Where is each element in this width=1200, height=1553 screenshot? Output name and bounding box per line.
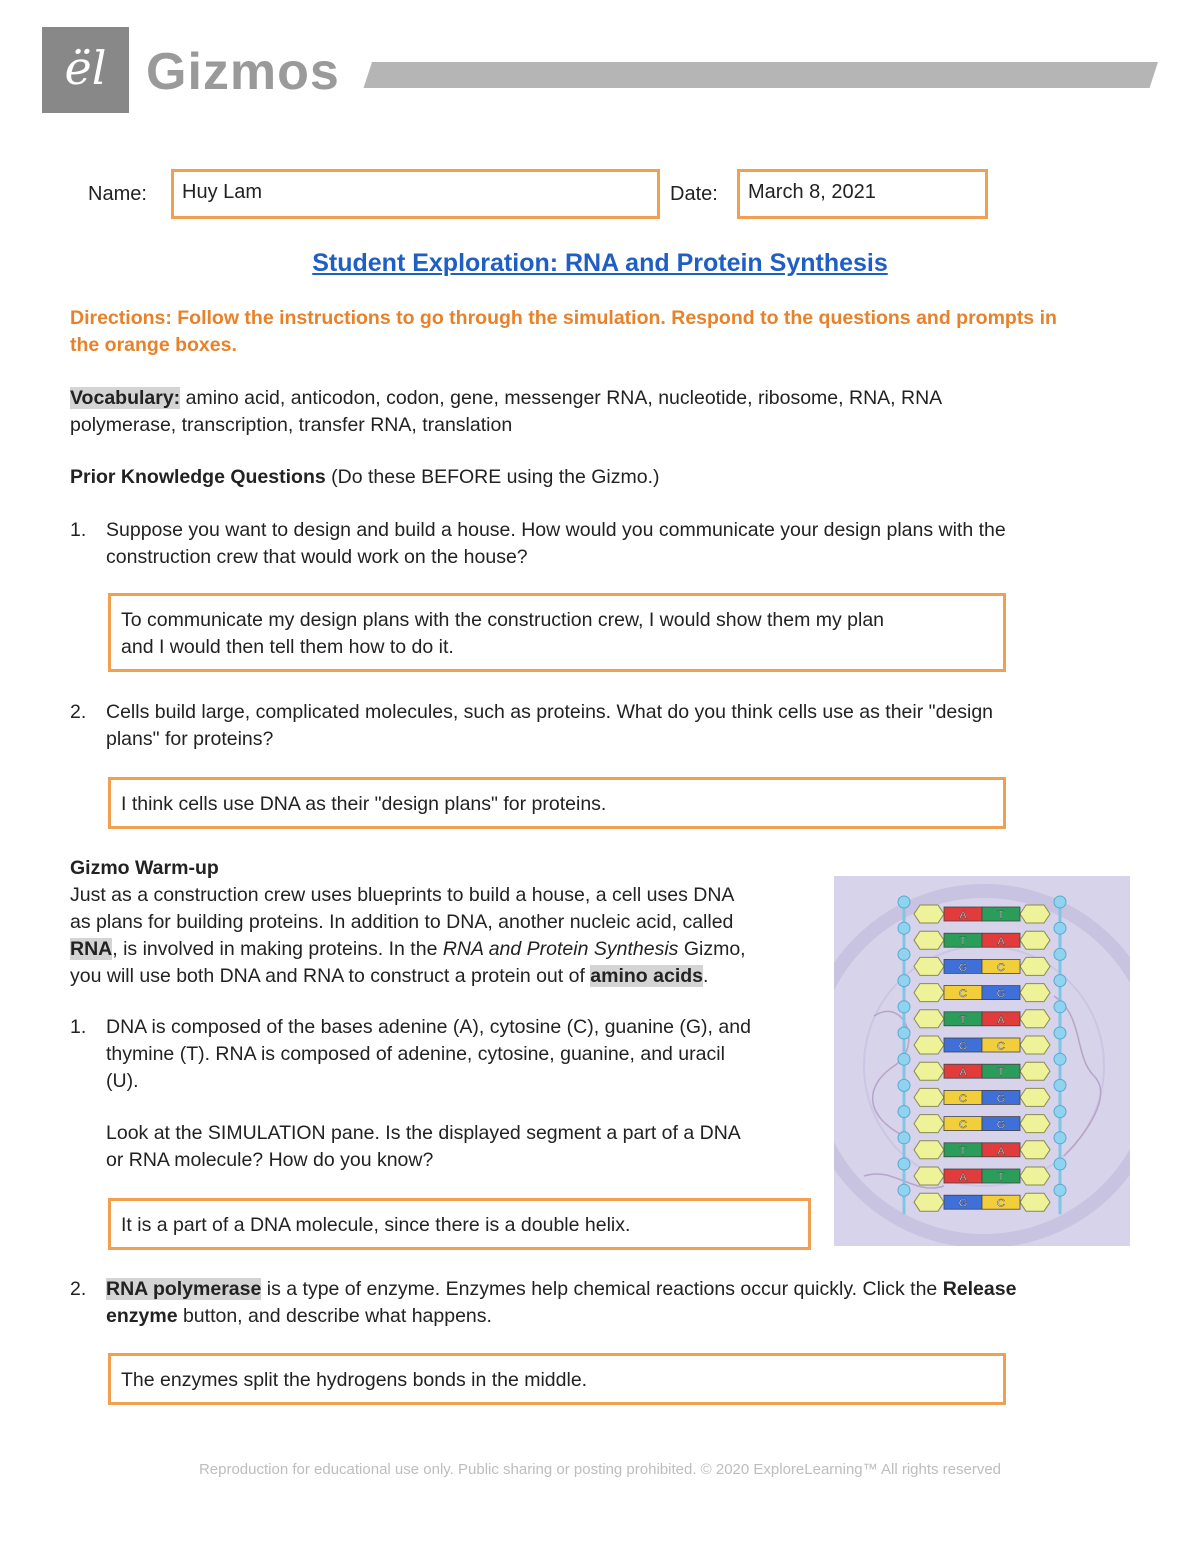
prior-a1-line-2: and I would then tell them how to do it. <box>121 636 454 658</box>
base-letter-left: A <box>959 1066 967 1079</box>
warmup-heading: Gizmo Warm-up <box>70 857 219 879</box>
prior-note: (Do these BEFORE using the Gizmo.) <box>325 466 660 488</box>
vocabulary-label: Vocabulary: <box>70 387 181 409</box>
warmup-q2-line-1: is a type of enzyme. Enzymes help chemical reactions occur quickly. Click the <box>261 1278 943 1300</box>
prior-knowledge-heading <box>70 464 660 491</box>
warmup-section <box>70 855 830 990</box>
sugar-right <box>1020 1141 1050 1159</box>
phosphate-left <box>898 948 910 960</box>
vocabulary-line-1: amino acid, anticodon, codon, gene, messenger RNA, nucleotide, ribosome, RNA, RNA <box>180 387 943 409</box>
base-letter-left: C <box>959 988 967 1001</box>
warmup-q1-line-5: or RNA molecule? How do you know? <box>106 1149 434 1171</box>
base-letter-right: A <box>997 1014 1005 1027</box>
base-letter-right: C <box>997 1040 1005 1053</box>
sugar-right <box>1020 1036 1050 1054</box>
warmup-line-4: you will use both DNA and RNA to construct a protein out of <box>70 965 591 987</box>
warmup-line-3: , is involved in making proteins. In the <box>112 938 443 960</box>
sugar-right <box>1020 1167 1050 1185</box>
phosphate-right <box>1054 1106 1066 1118</box>
prior-q1 <box>106 517 1156 571</box>
base-letter-right: T <box>997 1171 1005 1184</box>
phosphate-right <box>1054 896 1066 908</box>
term-rna-polymerase: RNA polymerase <box>106 1278 262 1300</box>
phosphate-left <box>898 1053 910 1065</box>
phosphate-left <box>898 922 910 934</box>
base-letter-left: T <box>959 1014 967 1027</box>
vocabulary-line-2: polymerase, transcription, transfer RNA, translation <box>70 414 513 436</box>
base-letter-right: G <box>996 1092 1006 1105</box>
warmup-line-3-end: Gizmo, <box>678 938 746 960</box>
base-letter-left: A <box>959 909 967 922</box>
phosphate-left <box>898 1184 910 1196</box>
sugar-left <box>914 1036 944 1054</box>
warmup-q1-line-1: DNA is composed of the bases adenine (A), cytosine (C), guanine (G), and <box>106 1016 751 1038</box>
phosphate-right <box>1054 922 1066 934</box>
brand-name: Gizmos <box>146 43 340 101</box>
prior-a2-box[interactable] <box>108 777 1006 829</box>
base-letter-right: T <box>997 1066 1005 1079</box>
prior-a1-line-1: To communicate my design plans with the construction crew, I would show them my plan <box>121 609 885 631</box>
base-letter-right: A <box>997 935 1005 948</box>
gizmos-logo <box>42 27 129 113</box>
prior-a2-text: I think cells use DNA as their "design plans" for proteins. <box>121 793 607 815</box>
warmup-q1 <box>106 1014 826 1174</box>
base-letter-right: G <box>996 988 1006 1001</box>
date-label: Date: <box>670 183 718 205</box>
phosphate-right <box>1054 1027 1066 1039</box>
base-letter-left: A <box>959 1171 967 1184</box>
release-label-part-1: Release <box>942 1278 1017 1300</box>
warmup-line-2: as plans for building proteins. In addition to DNA, another nucleic acid, called <box>70 911 734 933</box>
phosphate-right <box>1054 948 1066 960</box>
sugar-left <box>914 1088 944 1106</box>
sugar-left <box>914 1167 944 1185</box>
prior-q2-line-1: Cells build large, complicated molecules, such as proteins. What do you think cells use as their "design <box>106 701 994 723</box>
sugar-left <box>914 1115 944 1133</box>
prior-heading-text: Prior Knowledge Questions <box>70 466 326 488</box>
prior-q1-line-1: Suppose you want to design and build a house. How would you communicate your design plans with the <box>106 519 1006 541</box>
warmup-q2-number: 2. <box>70 1278 87 1300</box>
warmup-line-4-end: . <box>703 965 709 987</box>
sugar-left <box>914 1062 944 1080</box>
sugar-right <box>1020 1115 1050 1133</box>
sugar-right <box>1020 957 1050 975</box>
sugar-left <box>914 1141 944 1159</box>
warmup-q2 <box>106 1276 1166 1330</box>
date-field[interactable]: March 8, 2021 <box>737 169 988 219</box>
sugar-right <box>1020 905 1050 923</box>
warmup-a1-text: It is a part of a DNA molecule, since there is a double helix. <box>121 1214 631 1236</box>
term-rna: RNA <box>70 938 113 960</box>
directions: Directions: Follow the instructions to go through the simulation. Respond to the questions and prompts in the orange boxes. <box>70 307 1057 356</box>
logo-glyph: ël <box>64 41 107 95</box>
sugar-left <box>914 1010 944 1028</box>
vocabulary <box>70 385 1130 439</box>
phosphate-left <box>898 1001 910 1013</box>
base-letter-left: T <box>959 1145 967 1158</box>
phosphate-right <box>1054 1184 1066 1196</box>
base-letter-left: C <box>959 1119 967 1132</box>
base-letter-right: A <box>997 1145 1005 1158</box>
prior-q2 <box>106 699 1156 753</box>
term-amino-acids: amino acids <box>590 965 704 987</box>
phosphate-left <box>898 1027 910 1039</box>
phosphate-right <box>1054 1132 1066 1144</box>
base-letter-left: G <box>958 961 968 974</box>
name-field[interactable]: Huy Lam <box>171 169 660 219</box>
prior-q1-line-2: construction crew that would work on the house? <box>106 546 528 568</box>
gizmo-name: RNA and Protein Synthesis <box>442 938 679 960</box>
sugar-left <box>914 905 944 923</box>
base-letter-left: G <box>958 1040 968 1053</box>
phosphate-left <box>898 1158 910 1170</box>
dna-simulation-svg <box>834 876 1130 1246</box>
footer: Reproduction for educational use only. Public sharing or posting prohibited. © 2020 ExploreLearning™ All rights reserved <box>198 1461 1002 1478</box>
base-letter-left: G <box>958 1197 968 1210</box>
release-label-part-2: enzyme <box>106 1305 178 1327</box>
warmup-a1-box[interactable] <box>108 1198 811 1250</box>
warmup-q1-line-4: Look at the SIMULATION pane. Is the displayed segment a part of a DNA <box>106 1122 741 1144</box>
warmup-line-1: Just as a construction crew uses blueprints to build a house, a cell uses DNA <box>70 884 735 906</box>
warmup-q1-line-2: thymine (T). RNA is composed of adenine, cytosine, guanine, and uracil <box>106 1043 725 1065</box>
base-letter-left: T <box>959 935 967 948</box>
phosphate-left <box>898 896 910 908</box>
name-label: Name: <box>88 183 147 205</box>
base-letter-right: G <box>996 1119 1006 1132</box>
warmup-a2-text: The enzymes split the hydrogens bonds in the middle. <box>121 1369 588 1391</box>
phosphate-right <box>1054 1158 1066 1170</box>
prior-q1-number: 1. <box>70 519 87 541</box>
base-letter-right: C <box>997 1197 1005 1210</box>
sugar-right <box>1020 1088 1050 1106</box>
sugar-right <box>1020 1193 1050 1211</box>
warmup-q2-line-2: button, and describe what happens. <box>177 1305 492 1327</box>
base-letter-right: C <box>997 961 1005 974</box>
warmup-a2-box[interactable] <box>108 1353 1006 1405</box>
phosphate-left <box>898 1079 910 1091</box>
sugar-right <box>1020 931 1050 949</box>
phosphate-right <box>1054 1053 1066 1065</box>
sugar-right <box>1020 1062 1050 1080</box>
dna-simulation-image <box>834 876 1130 1246</box>
phosphate-left <box>898 975 910 987</box>
phosphate-right <box>1054 1001 1066 1013</box>
sugar-left <box>914 984 944 1002</box>
base-letter-left: C <box>959 1092 967 1105</box>
base-letter-right: T <box>997 909 1005 922</box>
sugar-right <box>1020 984 1050 1002</box>
phosphate-left <box>898 1132 910 1144</box>
sugar-left <box>914 931 944 949</box>
prior-q2-line-2: plans" for proteins? <box>106 728 274 750</box>
sugar-left <box>914 957 944 975</box>
phosphate-left <box>898 1106 910 1118</box>
header-bar <box>364 62 1158 88</box>
phosphate-right <box>1054 975 1066 987</box>
phosphate-right <box>1054 1079 1066 1091</box>
warmup-q1-line-3: (U). <box>106 1070 139 1092</box>
prior-a1-box[interactable] <box>108 593 1006 672</box>
page-title: Student Exploration: RNA and Protein Synthesis <box>312 249 888 277</box>
sugar-right <box>1020 1010 1050 1028</box>
sugar-left <box>914 1193 944 1211</box>
prior-q2-number: 2. <box>70 701 87 723</box>
warmup-q1-number: 1. <box>70 1016 87 1038</box>
